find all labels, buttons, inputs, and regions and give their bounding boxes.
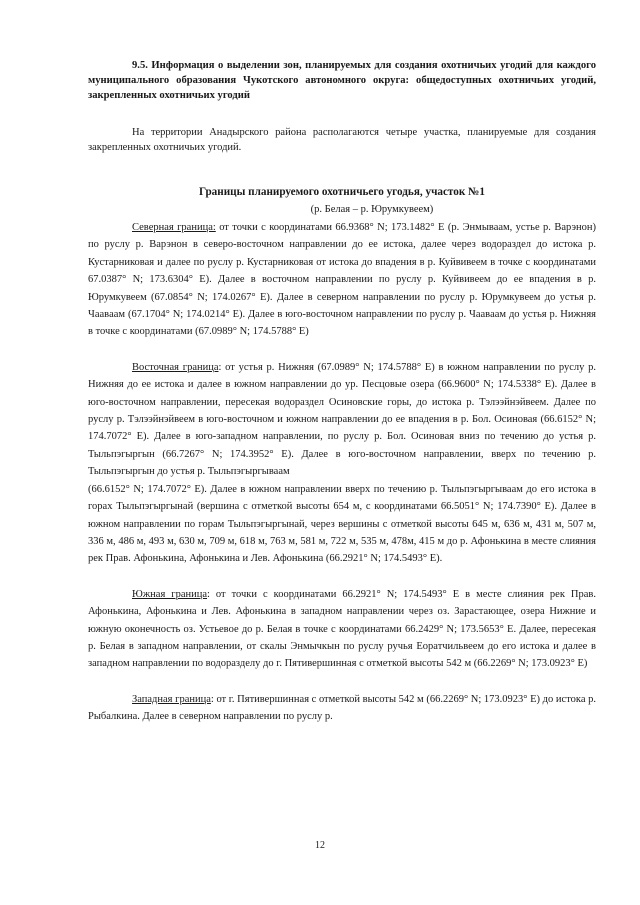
page-number: 12: [315, 840, 325, 851]
east-border-label: Восточная граница: [132, 361, 219, 373]
west-border-text: : от г. Пятивершинная с отметкой высоты 542 м (66.2269° N; 173.0923° E) до истока р. Рыбалкина. Далее в северном направлении по руслу р.: [88, 693, 597, 723]
south-border-text: : от точки с координатами 66.2921° N; 174.5493° E в месте слияния рек Прав. Афонькина, Афонькина и Лев. Афонькина в западном направлении через оз. Зарастающее, озера Нижние и южную оконечность оз. Устьевое до р. Белая в точке с координатами 66.2429° N; 173.5653° E. Далее, пересекая р. Белая в западном направлении, от скалы Энмычкын по руслу ручья Еоратчильвеем до его истока и далее в западном направлении по водоразделу до г. Пятивершинная с отметкой высоты 542 м (66.2269° N; 173.0923° E): [88, 588, 596, 670]
west-border-paragraph: [88, 691, 596, 726]
section-heading: 9.5. Информация о выделении зон, планируемых для создания охотничьих угодий для каждого муниципального образования Чукотского автономного округа: общедоступных охотничьих угодий, закрепленных охотничьих угодий: [88, 60, 596, 101]
north-border-text: от точки с координатами 66.9368° N; 173.1482° E (р. Энмываам, устье р. Варэнон) по руслу р. Варэнон в северо-восточном направлении до ее истока, далее через водораздел до истока р. Кустарниковая и далее по руслу р. Кустарниковая от истока до впадения в р. Куйвивеем в точке с координатами 67.0387° N; 173.6304° E). Далее в восточном направлении по руслу р. Куйвивеем до ее впадения в р. Юрумкувеем (67.0854° N; 174.0267° E). Далее в северном направлении по руслу р. Юрумкувеем до устья р. Чаавaам (67.1704° N; 174.0214° E). Далее в юго-восточном направлении по руслу р. Чаавaам до устья р. Нижняя в точке с координатами (67.0989° N; 174.5788° E): [88, 222, 596, 338]
plot-rivers: (р. Белая – р. Юрумкувеем): [310, 204, 434, 215]
north-border-label: Северная граница:: [132, 222, 216, 233]
east-border-text: : от устья р. Нижняя (67.0989° N; 174.5788° E) в южном направлении по руслу р. Нижняя до ее истока и далее в южном направлении до ур. Песцовые озера (66.9600° N; 174.5338° E). Далее в юго-восточном направлении, пересекая водораздел Осиновские горы, до истока р. Тэлээйнэйвеем. Далее по руслу р. Тэлээйнэйвеем в юго-восточном и южном направлении до ее впадения в р. Бол. Осиновая (66.6152° N; 174.7072° E). Далее в юго-западном направлении, по руслу р. Бол. Осиновая вниз по течению до устья р. Тыльпэгыргын (66.7267° N; 174.3952° E). Далее в юго-восточном направлении, вверх по течению р. Тыльпэгыргын до устья р. Тыльпэгыргываам: [88, 361, 596, 478]
plot-title: Границы планируемого охотничьего угодья, участок №1: [199, 186, 485, 198]
south-border-label: Южная граница: [132, 588, 207, 600]
east-border-paragraph: [88, 359, 596, 481]
north-border-paragraph: [88, 219, 596, 341]
document-page: [88, 58, 596, 726]
intro-paragraph: На территории Анадырского района располагаются четыре участка, планируемые для создания закрепленных охотничьих угодий.: [88, 127, 596, 153]
south-border-paragraph: [88, 586, 596, 673]
west-border-label: Западная граница: [132, 693, 211, 705]
east-border-continuation: (66.6152° N; 174.7072° E). Далее в южном направлении вверх по течению р. Тыльпэгыргываам до его истока в горах Тыльпэгыргынай (вершина с отметкой высоты 654 м, с координатами 66.5051° N; 174.7390° E). Далее в южном направлении по горам Тыльпэгыргынай, через вершины с отметкой высоты 645 м, 636 м, 431 м, 507 м, 336 м, 486 м, 493 м, 630 м, 709 м, 618 м, 763 м, 581 м, 722 м, 535 м, 478м, 415 м до р. Афонькина в месте слияния рек Прав. Афонькина, Афонькина и Лев. Афонькина (66.2921° N; 174.5493° E).: [88, 483, 596, 565]
